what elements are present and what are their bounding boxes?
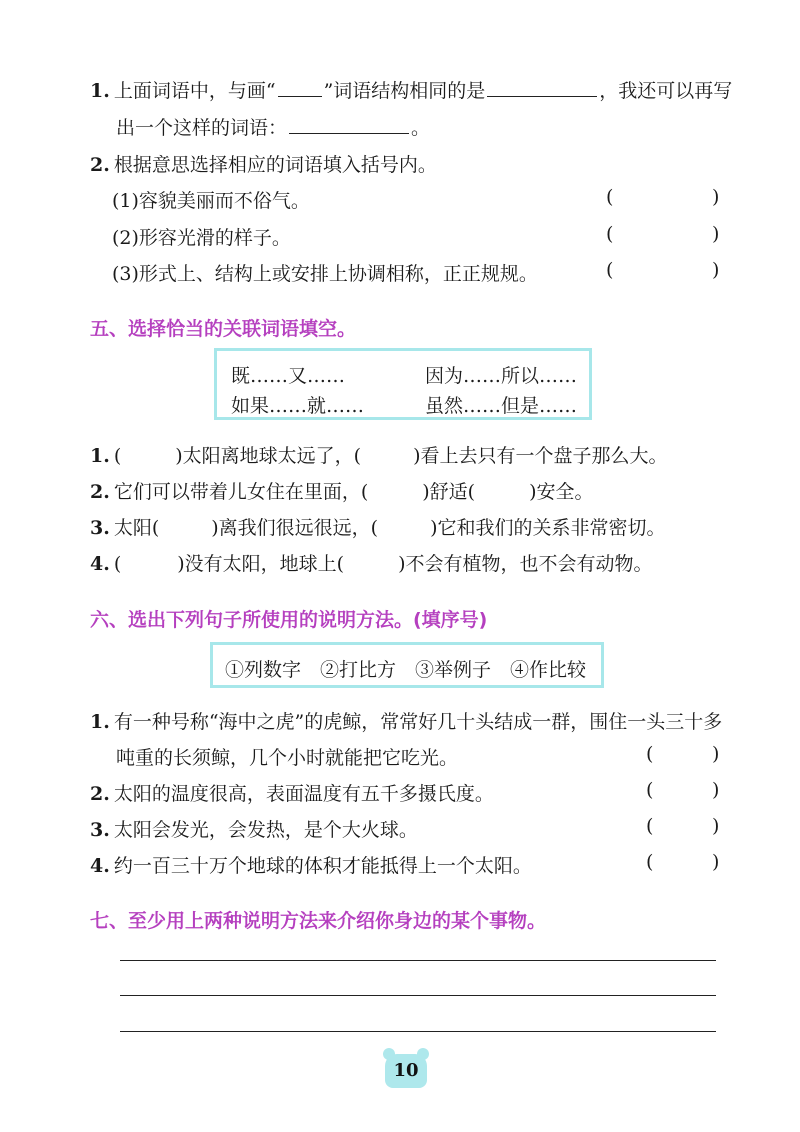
- option-item: 如果……就……: [231, 395, 365, 417]
- s6-q3: 3. 太阳会发光，会发热，是个大火球。: [90, 819, 418, 841]
- answer-paren-open[interactable]: (: [606, 186, 614, 208]
- section7-title: 七、至少用上两种说明方法来介绍你身边的某个事物。: [90, 910, 547, 932]
- method-options: ①列数字 ②打比方 ③举例子 ④作比较: [225, 659, 587, 681]
- section6-options-box: [210, 642, 604, 688]
- q2-prompt: 2. 根据意思选择相应的词语填入括号内。: [90, 154, 437, 176]
- answer-paren-open[interactable]: (: [646, 743, 654, 765]
- answer-paren-open[interactable]: (: [606, 259, 614, 281]
- q2-item-3: (3)形式上、结构上或安排上协调相称，正正规规。: [112, 263, 538, 285]
- answer-paren-close: ): [712, 815, 720, 837]
- q1-line1: 1. 上面词语中，与画“ ”词语结构相同的是 ，我还可以再写: [90, 80, 733, 102]
- answer-paren-close: ): [712, 223, 720, 245]
- q2-item-2: (2)形容光滑的样子。: [112, 227, 291, 249]
- question-number: 1.: [90, 80, 110, 102]
- option-item: 虽然……但是……: [425, 395, 578, 417]
- page-number-badge: [385, 1054, 427, 1088]
- writing-line-2[interactable]: [120, 995, 716, 996]
- section6-title: 六、选出下列句子所使用的说明方法。(填序号): [90, 609, 488, 631]
- s6-q1-line2: 吨重的长须鲸，几个小时就能把它吃光。: [116, 747, 459, 769]
- q1-line2: 出一个这样的词语： 。: [116, 117, 431, 139]
- answer-paren-open[interactable]: (: [646, 851, 654, 873]
- writing-line-3[interactable]: [120, 1031, 716, 1032]
- answer-paren-open[interactable]: (: [606, 223, 614, 245]
- section5-title: 五、选择恰当的关联词语填空。: [90, 318, 357, 340]
- option-item: 既……又……: [231, 365, 346, 387]
- answer-paren-close: ): [712, 851, 720, 873]
- section5-options-box: [214, 348, 592, 420]
- writing-line-1[interactable]: [120, 960, 716, 961]
- blank-short[interactable]: [278, 95, 322, 97]
- page-number: 10: [393, 1060, 419, 1081]
- s5-q4: 4. ( )没有太阳，地球上( )不会有植物，也不会有动物。: [90, 553, 653, 575]
- answer-paren-close: ): [712, 259, 720, 281]
- answer-paren-close: ): [712, 743, 720, 765]
- s6-q4: 4. 约一百三十万个地球的体积才能抵得上一个太阳。: [90, 855, 532, 877]
- answer-paren-close: ): [712, 779, 720, 801]
- answer-paren-open[interactable]: (: [646, 779, 654, 801]
- q2-item-1: (1)容貌美丽而不俗气。: [112, 190, 310, 212]
- s6-q2: 2. 太阳的温度很高，表面温度有五千多摄氏度。: [90, 783, 494, 805]
- answer-paren-open[interactable]: (: [646, 815, 654, 837]
- answer-blank-2[interactable]: [289, 132, 409, 134]
- answer-blank-1[interactable]: [487, 95, 597, 97]
- answer-paren-close: ): [712, 186, 720, 208]
- s5-q1: 1. ( )太阳离地球太远了，( )看上去只有一个盘子那么大。: [90, 445, 668, 467]
- s5-q2: 2. 它们可以带着儿女住在里面，( )舒适( )安全。: [90, 481, 594, 503]
- s5-q3: 3. 太阳( )离我们很远很远，( )它和我们的关系非常密切。: [90, 517, 666, 539]
- s6-q1-line1: 1. 有一种号称“海中之虎”的虎鲸，常常好几十头结成一群，围住一头三十多: [90, 711, 723, 733]
- option-item: 因为……所以……: [425, 365, 578, 387]
